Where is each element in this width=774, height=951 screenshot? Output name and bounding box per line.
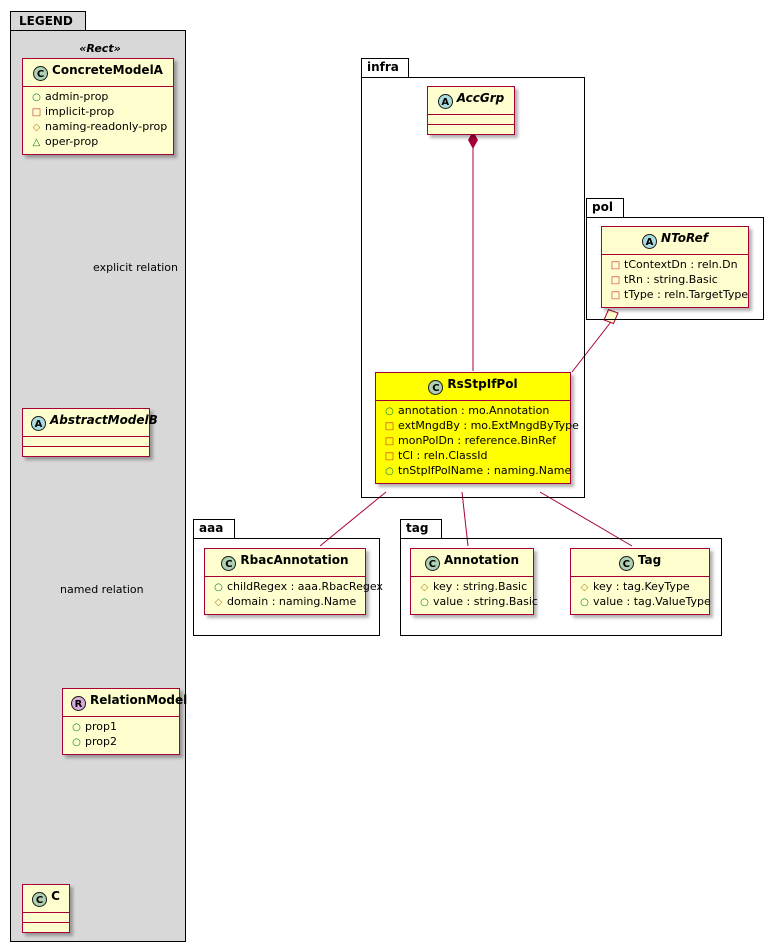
member-label: childRegex : aaa.RbacRegex: [227, 580, 383, 593]
class-name: Annotation: [443, 553, 520, 567]
class-member: [29, 120, 167, 135]
visibility-public-icon: ○: [580, 597, 589, 608]
class-title: [23, 409, 158, 436]
member-label: value : string.Basic: [433, 595, 538, 608]
class-badge-icon: A: [642, 234, 657, 249]
visibility-private-icon: □: [384, 421, 395, 432]
visibility-protected-icon: ◇: [420, 582, 429, 593]
class-members: [602, 255, 748, 307]
class-member: [577, 580, 703, 595]
class-title: [23, 885, 69, 912]
class-badge-icon: C: [428, 380, 443, 395]
class-member: [211, 595, 359, 610]
class-name: AccGrp: [456, 91, 505, 105]
class-tag[interactable]: [570, 548, 710, 615]
visibility-public-icon: ○: [32, 92, 41, 103]
visibility-private-icon: □: [384, 436, 395, 447]
visibility-private-icon: □: [384, 451, 395, 462]
class-name: RbacAnnotation: [240, 553, 349, 567]
class-name: C: [51, 889, 60, 903]
legend-stereotype: «Rect»: [79, 42, 121, 55]
member-label: key : tag.KeyType: [593, 580, 690, 593]
class-member: [29, 135, 167, 150]
class-members: [23, 87, 173, 154]
class-members: [23, 437, 149, 446]
legend-body: [10, 30, 186, 942]
class-members: [23, 913, 69, 922]
member-label: tRn : string.Basic: [624, 273, 718, 286]
visibility-private-icon: □: [31, 107, 42, 118]
class-name: AbstractModelB: [50, 413, 158, 427]
class-badge-icon: A: [438, 94, 453, 109]
visibility-protected-icon: ◇: [214, 597, 223, 608]
edge-label-named-relation: named relation: [60, 583, 144, 596]
class-member: [608, 288, 749, 303]
class-members: [571, 577, 709, 614]
visibility-private-icon: □: [610, 260, 621, 271]
visibility-public-icon: ○: [385, 466, 394, 477]
class-ntoref[interactable]: [601, 226, 749, 308]
class-annotation[interactable]: [410, 548, 538, 615]
package-tab-pol: [586, 198, 624, 218]
member-label: tType : reln.TargetType: [624, 288, 749, 301]
class-badge-icon: C: [619, 556, 634, 571]
visibility-private-icon: □: [610, 275, 621, 286]
visibility-private-icon: □: [610, 290, 621, 301]
member-label: prop1: [85, 720, 117, 733]
member-label: admin-prop: [45, 90, 109, 103]
member-label: domain : naming.Name: [227, 595, 357, 608]
class-member: [382, 419, 579, 434]
class-name: RsStpIfPol: [447, 377, 518, 391]
legend-title: LEGEND: [19, 14, 73, 28]
class-member: [577, 595, 711, 610]
package-tab-infra: [361, 58, 409, 78]
class-members: [411, 577, 538, 614]
member-label: implicit-prop: [45, 105, 115, 118]
visibility-protected-icon: ◇: [32, 122, 41, 133]
class-members: [428, 125, 514, 134]
visibility-public-icon: ○: [420, 597, 429, 608]
class-badge-icon: R: [71, 696, 86, 711]
member-label: naming-readonly-prop: [45, 120, 168, 133]
class-member: [211, 580, 383, 595]
class-name: NToRef: [661, 231, 708, 245]
class-concretemodela[interactable]: [22, 58, 174, 155]
visibility-public-icon: ○: [385, 406, 394, 417]
class-member: [417, 595, 538, 610]
member-label: tCl : reln.ClassId: [398, 449, 488, 462]
class-badge-icon: C: [425, 556, 440, 571]
member-label: tContextDn : reln.Dn: [624, 258, 738, 271]
class-badge-icon: C: [221, 556, 236, 571]
member-label: monPolDn : reference.BinRef: [398, 434, 556, 447]
class-rsstpifpol[interactable]: [375, 372, 579, 484]
member-label: tnStpIfPolName : naming.Name: [398, 464, 572, 477]
class-name: RelationModel: [90, 693, 188, 707]
class-member: [382, 449, 564, 464]
class-title: [411, 549, 533, 576]
class-title: [428, 87, 514, 114]
class-c[interactable]: [22, 884, 70, 933]
class-title: [23, 59, 173, 86]
visibility-public-icon: ○: [214, 582, 223, 593]
visibility-protected-icon: ◇: [580, 582, 589, 593]
package-name: pol: [592, 200, 613, 214]
class-title: [571, 549, 709, 576]
class-title: [205, 549, 365, 576]
class-members: [23, 923, 69, 932]
package-name: aaa: [199, 521, 224, 535]
visibility-public-icon: ○: [72, 722, 81, 733]
class-title: [602, 227, 748, 254]
package-name: tag: [406, 521, 429, 535]
class-badge-icon: C: [33, 66, 48, 81]
class-relationmodel[interactable]: [62, 688, 188, 755]
class-title: [63, 689, 188, 716]
member-label: extMngdBy : mo.ExtMngdByType: [398, 419, 579, 432]
visibility-public-icon: ○: [72, 737, 81, 748]
class-member: [382, 434, 564, 449]
class-members: [23, 447, 149, 456]
member-label: key : string.Basic: [433, 580, 528, 593]
class-name: ConcreteModelA: [52, 63, 163, 77]
member-label: annotation : mo.Annotation: [398, 404, 550, 417]
class-member: [69, 735, 173, 750]
class-members: [205, 577, 383, 614]
class-abstractmodelb[interactable]: [22, 408, 158, 457]
member-label: oper-prop: [45, 135, 99, 148]
class-rbacannotation[interactable]: [204, 548, 383, 615]
class-member: [608, 273, 742, 288]
visibility-package-icon: △: [32, 137, 41, 148]
class-members: [428, 115, 514, 124]
class-title: [376, 373, 570, 400]
class-badge-icon: A: [31, 416, 46, 431]
class-badge-icon: C: [32, 892, 47, 907]
class-member: [69, 720, 173, 735]
legend-tab: [10, 11, 86, 31]
package-tab-tag: [400, 519, 442, 539]
class-member: [382, 464, 572, 479]
class-name: Tag: [637, 553, 662, 567]
package-tab-aaa: [193, 519, 235, 539]
class-member: [608, 258, 742, 273]
class-member: [417, 580, 527, 595]
member-label: prop2: [85, 735, 117, 748]
class-members: [63, 717, 179, 754]
class-accgrp[interactable]: [427, 86, 515, 135]
class-member: [29, 105, 167, 120]
class-member: [382, 404, 564, 419]
edge-label-explicit-relation: explicit relation: [93, 261, 179, 274]
member-label: value : tag.ValueType: [593, 595, 711, 608]
class-members: [376, 401, 579, 483]
package-name: infra: [367, 60, 399, 74]
class-member: [29, 90, 167, 105]
